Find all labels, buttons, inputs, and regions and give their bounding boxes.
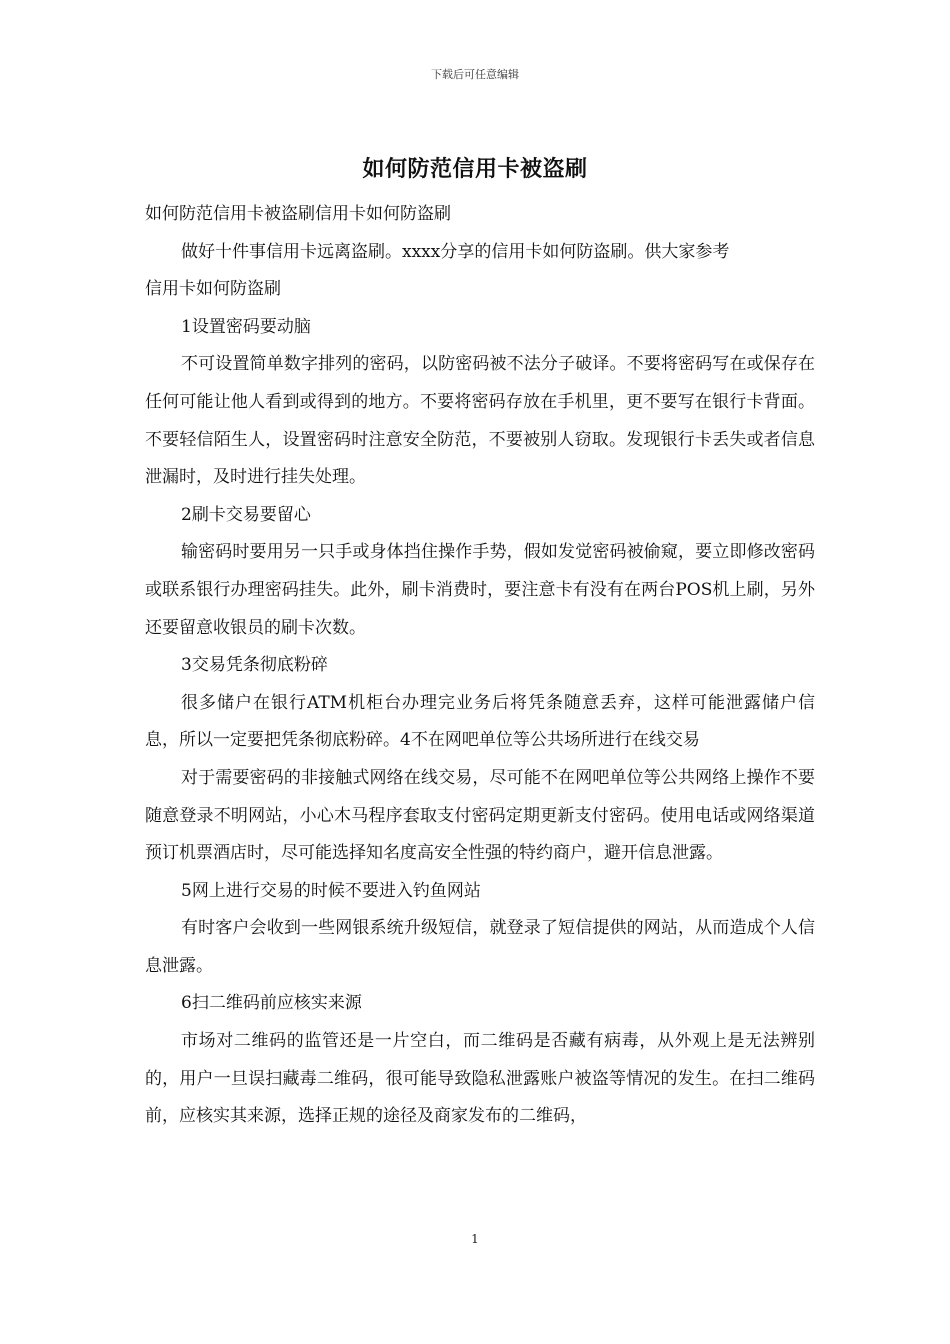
header-note: 下载后可任意编辑	[431, 68, 519, 81]
document-body	[145, 196, 815, 1136]
section-heading: 2刷卡交易要留心	[181, 504, 311, 525]
paragraph: 信用卡如何防盗刷	[145, 279, 281, 300]
section-heading: 3交易凭条彻底粉碎	[181, 655, 328, 676]
section-heading: 5网上进行交易的时候不要进入钓鱼网站	[181, 880, 481, 901]
document-title: 如何防范信用卡被盗刷	[362, 156, 588, 182]
section-heading: 1设置密码要动脑	[181, 316, 311, 337]
paragraph: 如何防范信用卡被盗刷信用卡如何防盗刷	[145, 204, 451, 224]
paragraph: 输密码时要用另一只手或身体挡住操作手势，假如发觉密码被偷窥，要立即修改密码或联系银行办理密码挂失。此外，刷卡消费时，要注意卡有没有在两台POS机上刷，另外还要留意收银员的刷卡次数。	[145, 542, 815, 638]
section-heading: 6扫二维码前应核实来源	[181, 993, 362, 1014]
paragraph: 很多储户在银行ATM机柜台办理完业务后将凭条随意丢弃，这样可能泄露储户信息，所以一定要把凭条彻底粉碎。4不在网吧单位等公共场所进行在线交易	[145, 692, 815, 751]
paragraph: 做好十件事信用卡远离盗刷。xxxx分享的信用卡如何防盗刷。供大家参考	[181, 241, 730, 262]
paragraph: 对于需要密码的非接触式网络在线交易，尽可能不在网吧单位等公共网络上操作不要随意登录不明网站，小心木马程序套取支付密码定期更新支付密码。使用电话或网络渠道预订机票酒店时，尽可能选择知名度高安全性强的特约商户，避开信息泄露。	[145, 767, 815, 864]
paragraph: 有时客户会收到一些网银系统升级短信，就登录了短信提供的网站，从而造成个人信息泄露。	[145, 918, 815, 976]
page-number: 1	[471, 1232, 479, 1246]
paragraph: 不可设置简单数字排列的密码，以防密码被不法分子破译。不要将密码写在或保存在任何可能让他人看到或得到的地方。不要将密码存放在手机里，更不要写在银行卡背面。不要轻信陌生人，设置密码时注意安全防范，不要被别人窃取。发现银行卡丢失或者信息泄漏时，及时进行挂失处理。	[145, 354, 815, 488]
paragraph: 市场对二维码的监管还是一片空白，而二维码是否藏有病毒，从外观上是无法辨别的，用户一旦误扫藏毒二维码，很可能导致隐私泄露账户被盗等情况的发生。在扫二维码前，应核实其来源，选择正规的途径及商家发布的二维码，	[145, 1031, 815, 1127]
